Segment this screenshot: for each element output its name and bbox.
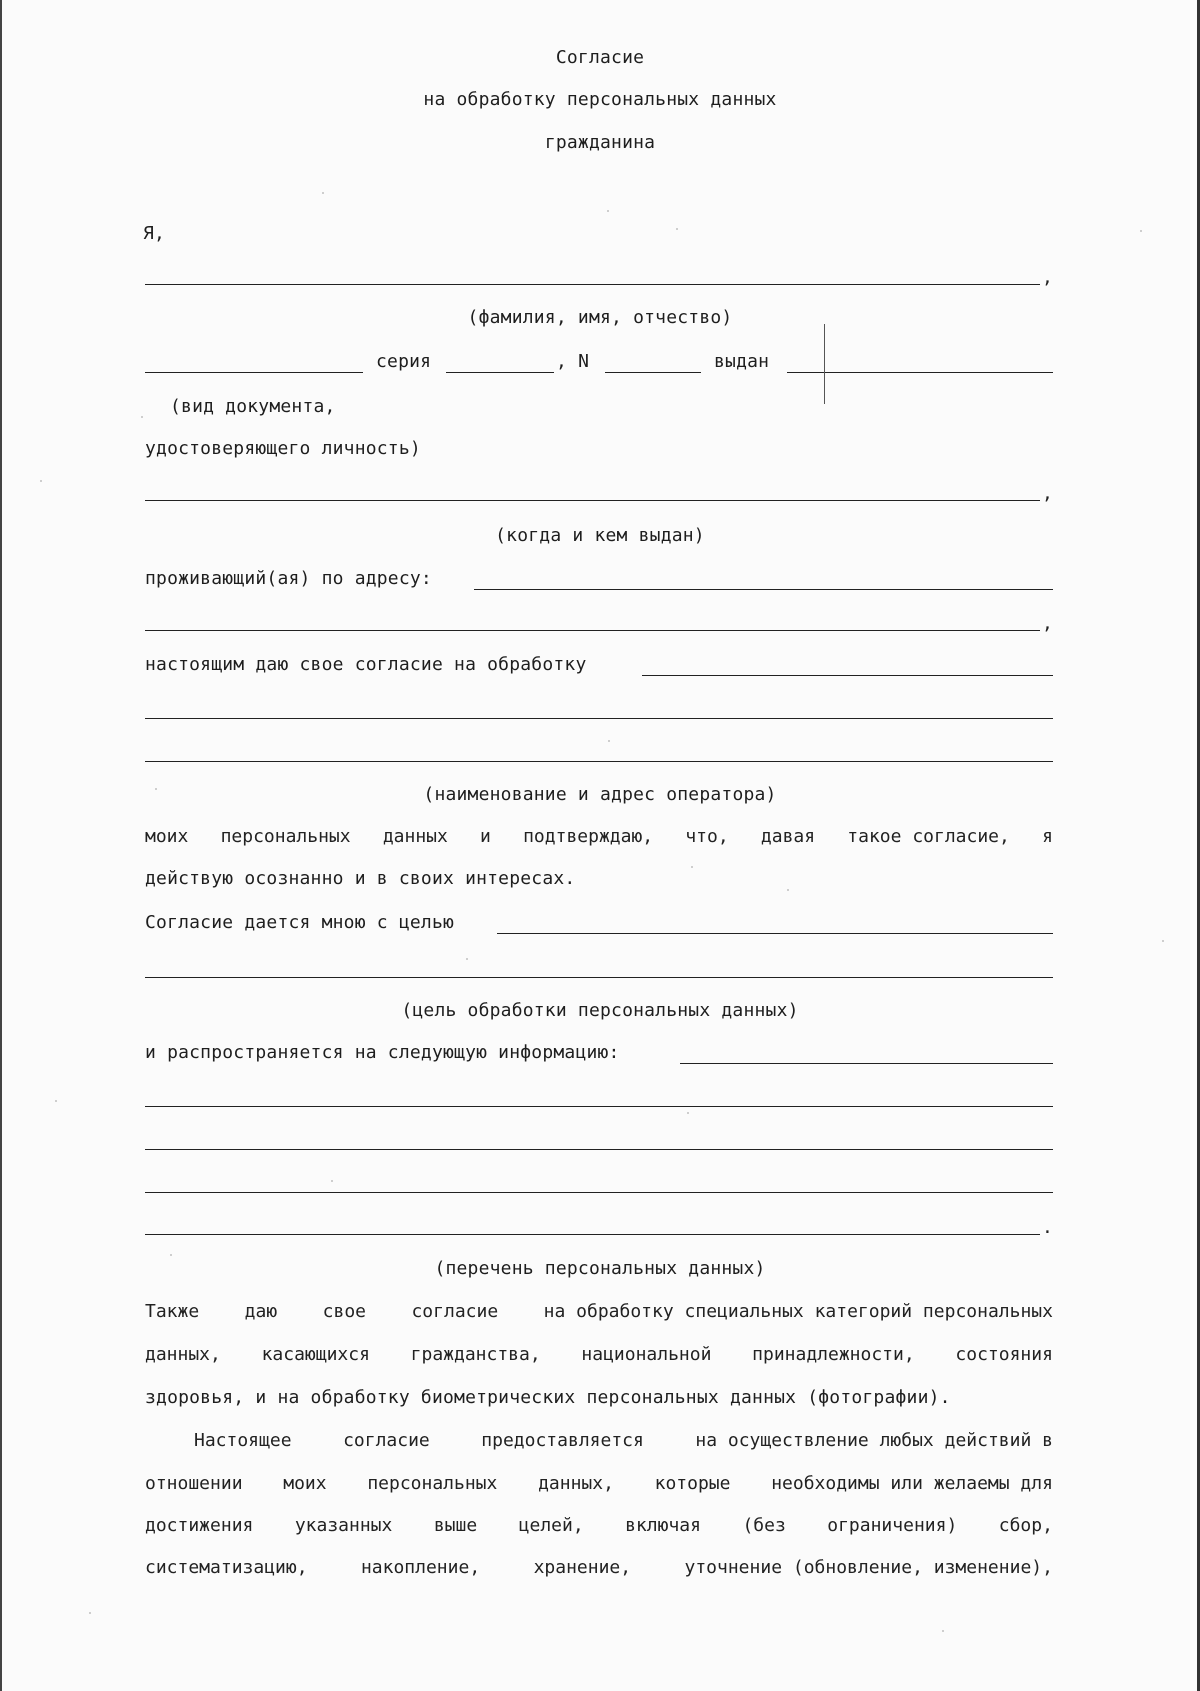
fio-line [145,284,1040,285]
fio-comma: , [1042,267,1053,288]
info-period: . [1042,1217,1053,1238]
scan-speck [170,1254,172,1256]
scan-speck [55,1100,57,1102]
scan-speck [466,958,468,960]
consent-label: настоящим даю свое согласие на обработку [145,654,587,675]
scan-speck [787,889,789,891]
paragraph-3-line-3: достижения указанных выше целей, включая (без ограничения) сбор, [145,1515,1053,1536]
list-caption: (перечень персональных данных) [434,1258,766,1279]
address-label: проживающий(ая) по адресу: [145,568,432,589]
number-label: , N [556,351,590,372]
info-line-3 [145,1149,1053,1150]
operator-line-3 [145,761,1053,762]
address-line-1 [474,589,1053,590]
purpose-line-1 [497,933,1053,934]
address-comma: , [1042,613,1053,634]
series-line [446,372,554,373]
operator-line-1 [642,675,1053,676]
fio-caption: (фамилия, имя, отчество) [467,307,733,328]
scan-speck [89,1612,91,1614]
purpose-label: Согласие дается мною с целью [145,912,455,933]
scan-speck [331,1180,333,1182]
scan-speck [691,866,693,868]
paragraph-2-end: здоровья, и на обработку биометрических персональных данных (фотографии). [145,1387,951,1408]
address-line-2 [145,630,1040,631]
paragraph-2-line-2: данных, касающихся гражданства, национальной принадлежности, состояния [145,1344,1053,1365]
document-subtitle-2: гражданина [544,132,656,153]
info-label: и распространяется на следующую информацию: [145,1042,620,1063]
info-line-2 [145,1106,1053,1107]
purpose-line-2 [145,977,1053,978]
issued-details-line [145,500,1040,501]
paragraph-3-line-2: отношении моих персональных данных, которые необходимы или желаемы для [145,1473,1053,1494]
document-title: Согласие [555,47,645,68]
issued-comma: , [1042,483,1053,504]
doc-caption-1: (вид документа, [170,396,336,417]
scan-speck [155,788,157,790]
issued-caption: (когда и кем выдан) [495,525,705,546]
paragraph-3-line-1: Настоящее согласие предоставляется на осуществление любых действий в [194,1430,1053,1451]
paragraph-1-line-1: моих персональных данных и подтверждаю, что, давая такое согласие, я [145,826,1053,847]
scan-speck [141,416,143,418]
operator-line-2 [145,718,1053,719]
i-label: Я, [143,223,166,244]
document-subtitle: на обработку персональных данных [423,89,777,110]
purpose-caption: (цель обработки персональных данных) [401,1000,799,1021]
scan-speck [40,480,42,482]
scan-speck [608,740,610,742]
scan-speck [942,1630,944,1632]
doc-caption-2: удостоверяющего личность) [145,438,421,459]
info-line-1 [680,1063,1053,1064]
scan-speck [1140,230,1142,232]
paragraph-1-end: действую осознанно и в своих интересах. [145,868,576,889]
series-label: серия [376,351,432,372]
scan-artifact-bar [824,324,825,404]
scan-speck [687,1112,689,1114]
operator-caption: (наименование и адрес оператора) [423,784,777,805]
paragraph-3-line-4: систематизацию, накопление, хранение, уточнение (обновление, изменение), [145,1557,1053,1578]
issued-line [787,372,1053,373]
paragraph-2-line-1: Также даю свое согласие на обработку специальных категорий персональных [145,1301,1053,1322]
scan-speck [676,228,678,230]
scan-edge-left [0,0,2,1691]
info-line-4 [145,1192,1053,1193]
number-line [605,372,701,373]
issued-label: выдан [714,351,770,372]
info-line-5 [145,1234,1040,1235]
doc-type-line [145,372,363,373]
scan-speck [607,210,609,212]
scan-speck [322,192,324,194]
scan-speck [1162,940,1164,942]
